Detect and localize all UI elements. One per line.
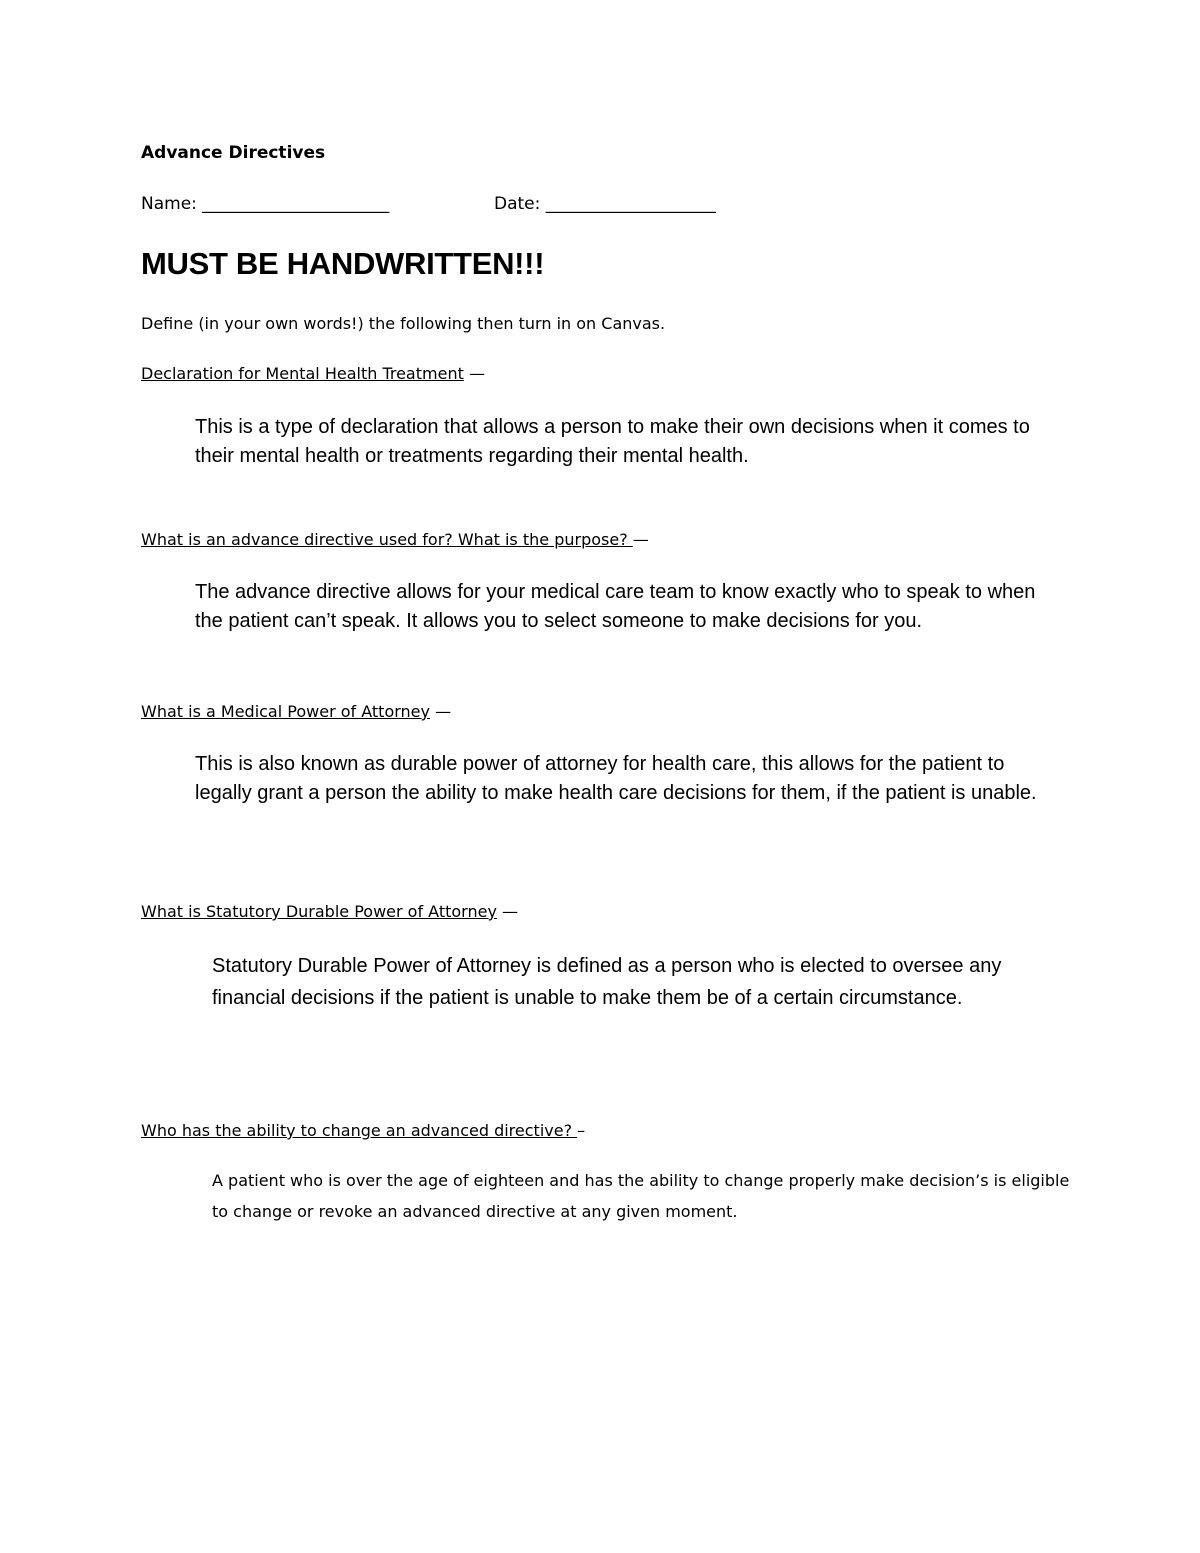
date-field: Date: ____________________ [494, 194, 716, 214]
question-separator: — [463, 364, 485, 383]
instructions-text: Define (in your own words!) the following then turn in on Canvas. [141, 314, 666, 333]
name-field: Name: ______________________ [141, 194, 390, 214]
question-text: What is a Medical Power of Attorney [141, 702, 430, 721]
question-mental-health-declaration [141, 364, 485, 383]
answer-statutory-durable-power-of-attorney: Statutory Durable Power of Attorney is defined as a person who is elected to oversee any financial decisions if the patient is unable to make them be of a certain circumstance. [212, 955, 1002, 1009]
answer-advance-directive-purpose: The advance directive allows for your medical care team to know exactly who to speak to when the patient can’t speak. It allows you to select someone to make decisions for you. [195, 581, 1036, 632]
question-separator: – [577, 1121, 586, 1140]
question-separator: — [496, 902, 519, 921]
question-separator: — [632, 530, 649, 549]
answer-medical-power-of-attorney: This is also known as durable power of attorney for health care, this allows for the patient to legally grant a person the ability to make health care decisions for them, if the patient is unable. [195, 753, 1037, 804]
question-separator: — [429, 702, 452, 721]
question-medical-power-of-attorney [141, 702, 451, 721]
question-change-advanced-directive [141, 1121, 585, 1140]
question-text: Declaration for Mental Health Treatment [141, 364, 464, 383]
answer-mental-health-declaration: This is a type of declaration that allows a person to make their own decisions when it comes to their mental health or treatments regarding their mental health. [195, 416, 1030, 467]
question-text: Who has the ability to change an advanced directive? [141, 1121, 578, 1140]
question-statutory-durable-power-of-attorney [141, 902, 518, 921]
question-advance-directive-purpose [141, 530, 649, 549]
question-text: What is an advance directive used for? What is the purpose? [141, 530, 633, 549]
document-title: Advance Directives [141, 143, 326, 163]
answer-change-advanced-directive: A patient who is over the age of eighteen and has the ability to change properly make decision’s is eligible to change or revoke an advanced directive at any given moment. [212, 1171, 1070, 1221]
handwritten-warning: MUST BE HANDWRITTEN!!! [141, 246, 545, 281]
question-text: What is Statutory Durable Power of Attorney [141, 902, 497, 921]
